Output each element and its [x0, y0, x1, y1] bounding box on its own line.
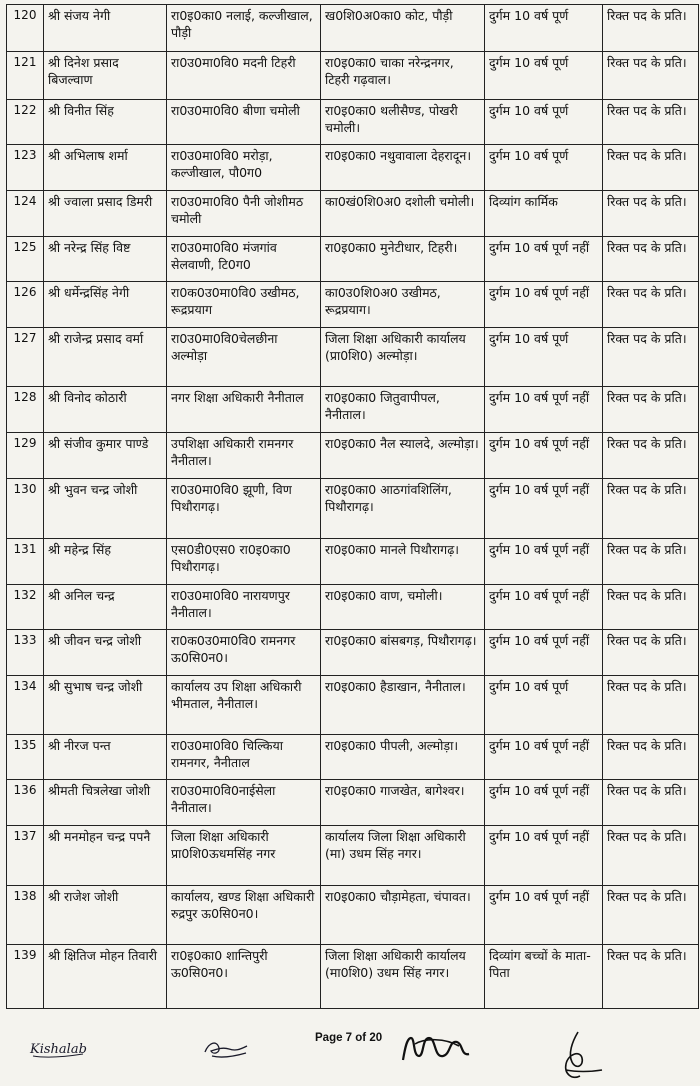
cell-reason: दुर्गम 10 वर्ष पूर्ण	[485, 676, 603, 735]
cell-name: श्री संजय नेगी	[44, 5, 167, 52]
signature-2	[202, 1036, 252, 1060]
cell-sno: 139	[7, 945, 44, 1009]
cell-to: रा0इ0का0 चौड़ामेहता, चंपावत।	[321, 886, 485, 945]
cell-from: रा0उ0मा0वि0नाईसेला नैनीताल।	[167, 780, 321, 826]
cell-reason: दुर्गम 10 वर्ष पूर्ण नहीं	[485, 630, 603, 676]
cell-remark: रिक्त पद के प्रति।	[603, 780, 699, 826]
cell-remark: रिक्त पद के प्रति।	[603, 945, 699, 1009]
cell-remark: रिक्त पद के प्रति।	[603, 539, 699, 585]
cell-sno: 136	[7, 780, 44, 826]
table-row	[7, 145, 699, 191]
cell-remark: रिक्त पद के प्रति।	[603, 676, 699, 735]
cell-name: श्री अनिल चन्द्र	[44, 585, 167, 630]
cell-to: रा0इ0का0 वाण, चमोली।	[321, 585, 485, 630]
cell-name: श्री ज्वाला प्रसाद डिमरी	[44, 191, 167, 237]
cell-name: श्री जीवन चन्द्र जोशी	[44, 630, 167, 676]
cell-from: रा0उ0मा0वि0 नारायणपुर नैनीताल।	[167, 585, 321, 630]
cell-to: रा0इ0का0 नैल स्यालदे, अल्मोड़ा।	[321, 433, 485, 479]
cell-remark: रिक्त पद के प्रति।	[603, 328, 699, 387]
cell-from: रा0क0उ0मा0वि0 उखीमठ, रूद्रप्रयाग	[167, 282, 321, 328]
cell-name: श्री सुभाष चन्द्र जोशी	[44, 676, 167, 735]
cell-to: कार्यालय जिला शिक्षा अधिकारी (मा) उधम सिंह नगर।	[321, 826, 485, 886]
cell-to: रा0इ0का0 जितुवापीपल, नैनीताल।	[321, 387, 485, 433]
cell-sno: 129	[7, 433, 44, 479]
cell-remark: रिक्त पद के प्रति।	[603, 5, 699, 52]
cell-remark: रिक्त पद के प्रति।	[603, 630, 699, 676]
cell-sno: 123	[7, 145, 44, 191]
cell-reason: दुर्गम 10 वर्ष पूर्ण	[485, 145, 603, 191]
cell-sno: 120	[7, 5, 44, 52]
cell-reason: दुर्गम 10 वर्ष पूर्ण नहीं	[485, 539, 603, 585]
cell-sno: 131	[7, 539, 44, 585]
table-row	[7, 826, 699, 886]
cell-remark: रिक्त पद के प्रति।	[603, 826, 699, 886]
cell-to: रा0इ0का0 चाका नरेन्द्रनगर, टिहरी गढ़वाल।	[321, 52, 485, 100]
cell-to: रा0इ0का0 गाजखेत, बागेश्वर।	[321, 780, 485, 826]
cell-from: जिला शिक्षा अधिकारी प्रा0शि0ऊधमसिंह नगर	[167, 826, 321, 886]
cell-to: रा0इ0का0 पीपली, अल्मोड़ा।	[321, 735, 485, 780]
cell-name: श्री राजेश जोशी	[44, 886, 167, 945]
cell-to: रा0इ0का0 हैडाखान, नैनीताल।	[321, 676, 485, 735]
cell-sno: 133	[7, 630, 44, 676]
cell-name: श्री विनोद कोठारी	[44, 387, 167, 433]
transfer-table	[6, 4, 699, 1009]
cell-to: का0उ0शि0अ0 उखीमठ, रूद्रप्रयाग।	[321, 282, 485, 328]
cell-name: श्री संजीव कुमार पाण्डे	[44, 433, 167, 479]
cell-reason: दुर्गम 10 वर्ष पूर्ण नहीं	[485, 237, 603, 282]
cell-from: रा0उ0मा0वि0 मदनी टिहरी	[167, 52, 321, 100]
cell-reason: दुर्गम 10 वर्ष पूर्ण नहीं	[485, 479, 603, 539]
cell-to: रा0इ0का0 नथुवावाला देहरादून।	[321, 145, 485, 191]
table-body	[7, 5, 699, 1009]
cell-to: रा0इ0का0 मानले पिथौरागढ़।	[321, 539, 485, 585]
table-row	[7, 52, 699, 100]
table-row	[7, 100, 699, 145]
table-row	[7, 5, 699, 52]
cell-remark: रिक्त पद के प्रति।	[603, 433, 699, 479]
cell-to: रा0इ0का0 मुनेटीधार, टिहरी।	[321, 237, 485, 282]
cell-to: जिला शिक्षा अधिकारी कार्यालय (मा0शि0) उधम सिंह नगर।	[321, 945, 485, 1009]
cell-remark: रिक्त पद के प्रति।	[603, 735, 699, 780]
cell-reason: दिव्यांग बच्चों के माता-पिता	[485, 945, 603, 1009]
cell-sno: 127	[7, 328, 44, 387]
cell-reason: दुर्गम 10 वर्ष पूर्ण नहीं	[485, 387, 603, 433]
cell-reason: दुर्गम 10 वर्ष पूर्ण नहीं	[485, 886, 603, 945]
cell-from: रा0इ0का0 शान्तिपुरी ऊ0सि0न0।	[167, 945, 321, 1009]
cell-remark: रिक्त पद के प्रति।	[603, 886, 699, 945]
cell-remark: रिक्त पद के प्रति।	[603, 479, 699, 539]
cell-name: श्री नरेन्द्र सिंह विष्ट	[44, 237, 167, 282]
cell-name: श्री भुवन चन्द्र जोशी	[44, 479, 167, 539]
cell-from: रा0उ0मा0वि0 चिल्किया रामनगर, नैनीताल	[167, 735, 321, 780]
cell-name: श्री अभिलाष शर्मा	[44, 145, 167, 191]
cell-sno: 130	[7, 479, 44, 539]
cell-sno: 126	[7, 282, 44, 328]
cell-from: रा0इ0का0 नलाई, कल्जीखाल, पौड़ी	[167, 5, 321, 52]
cell-reason: दुर्गम 10 वर्ष पूर्ण नहीं	[485, 433, 603, 479]
cell-to: ख0शि0अ0का0 कोट, पौड़ी	[321, 5, 485, 52]
signature-4	[548, 1030, 608, 1084]
table-row	[7, 328, 699, 387]
svg-text:Kishalab: Kishalab	[30, 1042, 87, 1057]
cell-to: का0खं0शि0अ0 दशोली चमोली।	[321, 191, 485, 237]
cell-name: श्री नीरज पन्त	[44, 735, 167, 780]
cell-to: रा0इ0का0 बांसबगड़, पिथौरागढ़।	[321, 630, 485, 676]
cell-to: जिला शिक्षा अधिकारी कार्यालय (प्रा0शि0) अल्मोड़ा।	[321, 328, 485, 387]
cell-reason: दुर्गम 10 वर्ष पूर्ण नहीं	[485, 826, 603, 886]
cell-sno: 122	[7, 100, 44, 145]
cell-remark: रिक्त पद के प्रति।	[603, 52, 699, 100]
cell-from: रा0उ0मा0वि0 पैनी जोशीमठ चमोली	[167, 191, 321, 237]
page-footer	[0, 1030, 700, 1086]
cell-name: श्री विनीत सिंह	[44, 100, 167, 145]
table-row	[7, 387, 699, 433]
page-number: Page 7 of 20	[315, 1032, 383, 1044]
cell-sno: 138	[7, 886, 44, 945]
cell-reason: दुर्गम 10 वर्ष पूर्ण	[485, 100, 603, 145]
cell-to: रा0इ0का0 आठगांवशिलिंग, पिथौरागढ़।	[321, 479, 485, 539]
cell-name: श्री क्षितिज मोहन तिवारी	[44, 945, 167, 1009]
cell-reason: दुर्गम 10 वर्ष पूर्ण नहीं	[485, 585, 603, 630]
cell-reason: दुर्गम 10 वर्ष पूर्ण नहीं	[485, 780, 603, 826]
table-row	[7, 433, 699, 479]
cell-from: कार्यालय उप शिक्षा अधिकारी भीमताल, नैनीताल।	[167, 676, 321, 735]
cell-sno: 121	[7, 52, 44, 100]
cell-sno: 128	[7, 387, 44, 433]
cell-name: श्री महेन्द्र सिंह	[44, 539, 167, 585]
cell-from: रा0उ0मा0वि0 बीणा चमोली	[167, 100, 321, 145]
cell-name: श्री दिनेश प्रसाद बिजल्वाण	[44, 52, 167, 100]
cell-remark: रिक्त पद के प्रति।	[603, 282, 699, 328]
cell-remark: रिक्त पद के प्रति।	[603, 237, 699, 282]
cell-from: रा0उ0मा0वि0 झूणी, विण पिथौरागढ़।	[167, 479, 321, 539]
cell-sno: 134	[7, 676, 44, 735]
cell-from: कार्यालय, खण्ड शिक्षा अधिकारी रुद्रपुर ऊ0सि0न0।	[167, 886, 321, 945]
table-row	[7, 735, 699, 780]
cell-remark: रिक्त पद के प्रति।	[603, 145, 699, 191]
cell-from: एस0डी0एस0 रा0इ0का0 पिथौरागढ़।	[167, 539, 321, 585]
cell-name: श्रीमती चित्रलेखा जोशी	[44, 780, 167, 826]
table-row	[7, 886, 699, 945]
cell-sno: 137	[7, 826, 44, 886]
cell-remark: रिक्त पद के प्रति।	[603, 191, 699, 237]
table-row	[7, 676, 699, 735]
cell-remark: रिक्त पद के प्रति।	[603, 387, 699, 433]
table-row	[7, 237, 699, 282]
cell-remark: रिक्त पद के प्रति।	[603, 100, 699, 145]
cell-from: रा0उ0मा0वि0चेलछीना अल्मोड़ा	[167, 328, 321, 387]
cell-from: उपशिक्षा अधिकारी रामनगर नैनीताल।	[167, 433, 321, 479]
table-row	[7, 282, 699, 328]
cell-from: रा0क0उ0मा0वि0 रामनगर ऊ0सि0न0।	[167, 630, 321, 676]
cell-name: श्री धर्मेन्द्रसिंह नेगी	[44, 282, 167, 328]
table-row	[7, 585, 699, 630]
table-row	[7, 630, 699, 676]
cell-sno: 125	[7, 237, 44, 282]
cell-sno: 132	[7, 585, 44, 630]
table-row	[7, 191, 699, 237]
table-row	[7, 479, 699, 539]
cell-reason: दुर्गम 10 वर्ष पूर्ण	[485, 52, 603, 100]
cell-from: नगर शिक्षा अधिकारी नैनीताल	[167, 387, 321, 433]
cell-sno: 135	[7, 735, 44, 780]
cell-remark: रिक्त पद के प्रति।	[603, 585, 699, 630]
cell-reason: दिव्यांग कार्मिक	[485, 191, 603, 237]
cell-reason: दुर्गम 10 वर्ष पूर्ण नहीं	[485, 735, 603, 780]
cell-reason: दुर्गम 10 वर्ष पूर्ण	[485, 5, 603, 52]
cell-to: रा0इ0का0 थलीसैण्ड, पोखरी चमोली।	[321, 100, 485, 145]
cell-reason: दुर्गम 10 वर्ष पूर्ण नहीं	[485, 282, 603, 328]
table-row	[7, 780, 699, 826]
cell-from: रा0उ0मा0वि0 मरोड़ा, कल्जीखाल, पौ0ग0	[167, 145, 321, 191]
signature-1	[28, 1034, 90, 1060]
cell-sno: 124	[7, 191, 44, 237]
cell-from: रा0उ0मा0वि0 मंजगांव सेलवाणी, टि0ग0	[167, 237, 321, 282]
cell-name: श्री राजेन्द्र प्रसाद वर्मा	[44, 328, 167, 387]
signature-3	[395, 1030, 475, 1066]
table-row	[7, 539, 699, 585]
cell-reason: दुर्गम 10 वर्ष पूर्ण	[485, 328, 603, 387]
cell-name: श्री मनमोहन चन्द्र पपनै	[44, 826, 167, 886]
table-row	[7, 945, 699, 1009]
